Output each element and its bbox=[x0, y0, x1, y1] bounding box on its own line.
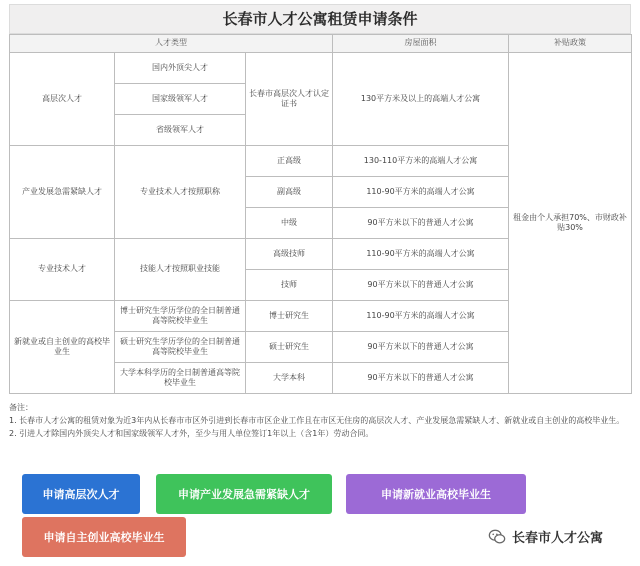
area-cell: 90平方米以下的普通人才公寓 bbox=[333, 332, 509, 363]
level-cell: 副高级 bbox=[246, 177, 333, 208]
level-cell: 正高级 bbox=[246, 146, 333, 177]
header-subsidy: 补贴政策 bbox=[509, 35, 632, 53]
subsidy-cell: 租金由个人承担70%、市财政补贴30% bbox=[509, 53, 632, 394]
table-header-row bbox=[10, 35, 632, 53]
notes bbox=[9, 402, 634, 441]
area-cell: 90平方米以下的普通人才公寓 bbox=[333, 363, 509, 394]
note-item: 2. 引进人才除国内外顶尖人才和国家级领军人才外，至少与用人单位签订1年以上（含1年）劳动合同。 bbox=[9, 429, 374, 438]
desc-cell: 大学本科学历的全日制普通高等院校毕业生 bbox=[115, 363, 246, 394]
notes-heading: 备注： bbox=[9, 403, 33, 412]
area-cell: 130-110平方米的高端人才公寓 bbox=[333, 146, 509, 177]
criterion-cell: 专业技术人才按照职称 bbox=[115, 146, 246, 239]
level-cell: 博士研究生 bbox=[246, 301, 333, 332]
area-cell: 90平方米以下的普通人才公寓 bbox=[333, 208, 509, 239]
note-item: 1. 长春市人才公寓的租赁对象为近3年内从长春市市区外引进到长春市市区企业工作且在市区无住房的高层次人才、产业发展急需紧缺人才、新就业或自主创业的高校毕业生。 bbox=[9, 416, 625, 425]
desc-cell: 博士研究生学历学位的全日制普通高等院校毕业生 bbox=[115, 301, 246, 332]
level-cell: 硕士研究生 bbox=[246, 332, 333, 363]
apply-urgent-talent-button[interactable]: 申请产业发展急需紧缺人才 bbox=[156, 474, 332, 514]
watermark-text: 长春市人才公寓 bbox=[512, 531, 604, 546]
page-title: 长春市人才公寓租赁申请条件 bbox=[9, 4, 631, 34]
apply-high-level-button[interactable]: 申请高层次人才 bbox=[22, 474, 140, 514]
area-cell: 110-90平方米的高端人才公寓 bbox=[333, 177, 509, 208]
table-cell: 国内外顶尖人才 bbox=[115, 53, 246, 84]
header-area: 房屋面积 bbox=[333, 35, 509, 53]
desc-cell: 硕士研究生学历学位的全日制普通高等院校毕业生 bbox=[115, 332, 246, 363]
level-cell: 技师 bbox=[246, 270, 333, 301]
category-high-level: 高层次人才 bbox=[10, 53, 115, 146]
certificate-cell: 长春市高层次人才认定证书 bbox=[246, 53, 333, 146]
apply-entrepreneur-grad-button[interactable]: 申请自主创业高校毕业生 bbox=[22, 517, 186, 557]
level-cell: 高级技师 bbox=[246, 239, 333, 270]
table-row bbox=[10, 53, 632, 84]
apply-new-grad-button[interactable]: 申请新就业高校毕业生 bbox=[346, 474, 526, 514]
level-cell: 中级 bbox=[246, 208, 333, 239]
category-urgent: 产业发展急需紧缺人才 bbox=[10, 146, 115, 239]
table-cell: 国家级领军人才 bbox=[115, 84, 246, 115]
wechat-icon bbox=[488, 528, 506, 546]
conditions-table bbox=[9, 34, 632, 394]
category-skill: 专业技术人才 bbox=[10, 239, 115, 301]
table-cell: 省级领军人才 bbox=[115, 115, 246, 146]
area-cell: 90平方米以下的普通人才公寓 bbox=[333, 270, 509, 301]
criterion-cell: 技能人才按照职业技能 bbox=[115, 239, 246, 301]
header-talent-type: 人才类型 bbox=[10, 35, 333, 53]
category-grad: 新就业或自主创业的高校毕业生 bbox=[10, 301, 115, 394]
level-cell: 大学本科 bbox=[246, 363, 333, 394]
area-cell: 130平方米及以上的高端人才公寓 bbox=[333, 53, 509, 146]
watermark bbox=[488, 527, 603, 546]
area-cell: 110-90平方米的高端人才公寓 bbox=[333, 301, 509, 332]
area-cell: 110-90平方米的高端人才公寓 bbox=[333, 239, 509, 270]
